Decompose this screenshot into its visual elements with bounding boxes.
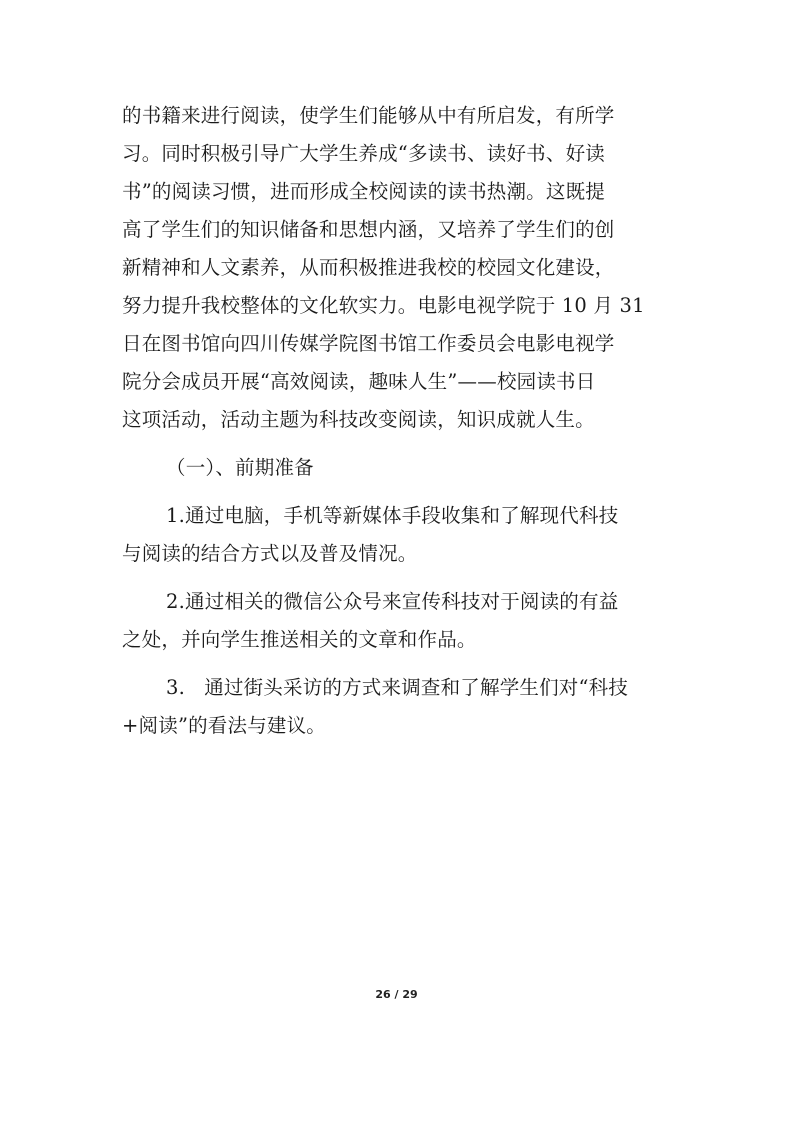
paragraph-line: 书”的阅读习惯，进而形成全校阅读的读书热潮。这既提 (122, 180, 605, 203)
intro-paragraph (122, 97, 682, 439)
paragraph-line: 这项活动，活动主题为科技改变阅读，知识成就人生。 (122, 408, 595, 431)
paragraph-line: 高了学生们的知识储备和思想内涵，又培养了学生们的创 (122, 218, 615, 241)
list-item (122, 583, 682, 659)
paragraph-line: 院分会成员开展“高效阅读，趣味人生”——校园读书日 (122, 370, 596, 393)
list-item (122, 497, 682, 573)
paragraph-line: 努力提升我校整体的文化软实力。电影电视学院于 10 月 31 (122, 294, 645, 317)
paragraph-line: 习。同时积极引导广大学生养成“多读书、读好书、好读 (122, 142, 605, 165)
section-heading: （一）、前期准备 (166, 456, 314, 479)
paragraph-line: 日在图书馆向四川传媒学院图书馆工作委员会电影电视学 (122, 332, 615, 355)
list-item-line: 2.通过相关的微信公众号来宣传科技对于阅读的有益 (166, 590, 619, 613)
page-number: 26 / 29 (375, 988, 418, 1001)
list-item-line: 3. 通过街头采访的方式来调查和了解学生们对“科技 (166, 676, 629, 699)
list-item-line: 1.通过电脑，手机等新媒体手段收集和了解现代科技 (166, 504, 619, 527)
list-item-line: 之处，并向学生推送相关的文章和作品。 (122, 628, 477, 651)
list-item (122, 669, 682, 745)
list-item-line: +阅读”的看法与建议。 (122, 714, 327, 737)
list-item-line: 与阅读的结合方式以及普及情况。 (122, 542, 418, 565)
paragraph-line: 的书籍来进行阅读，使学生们能够从中有所启发，有所学 (122, 104, 615, 127)
document-body (122, 97, 682, 745)
paragraph-line: 新精神和人文素养，从而积极推进我校的校园文化建设， (122, 256, 615, 279)
